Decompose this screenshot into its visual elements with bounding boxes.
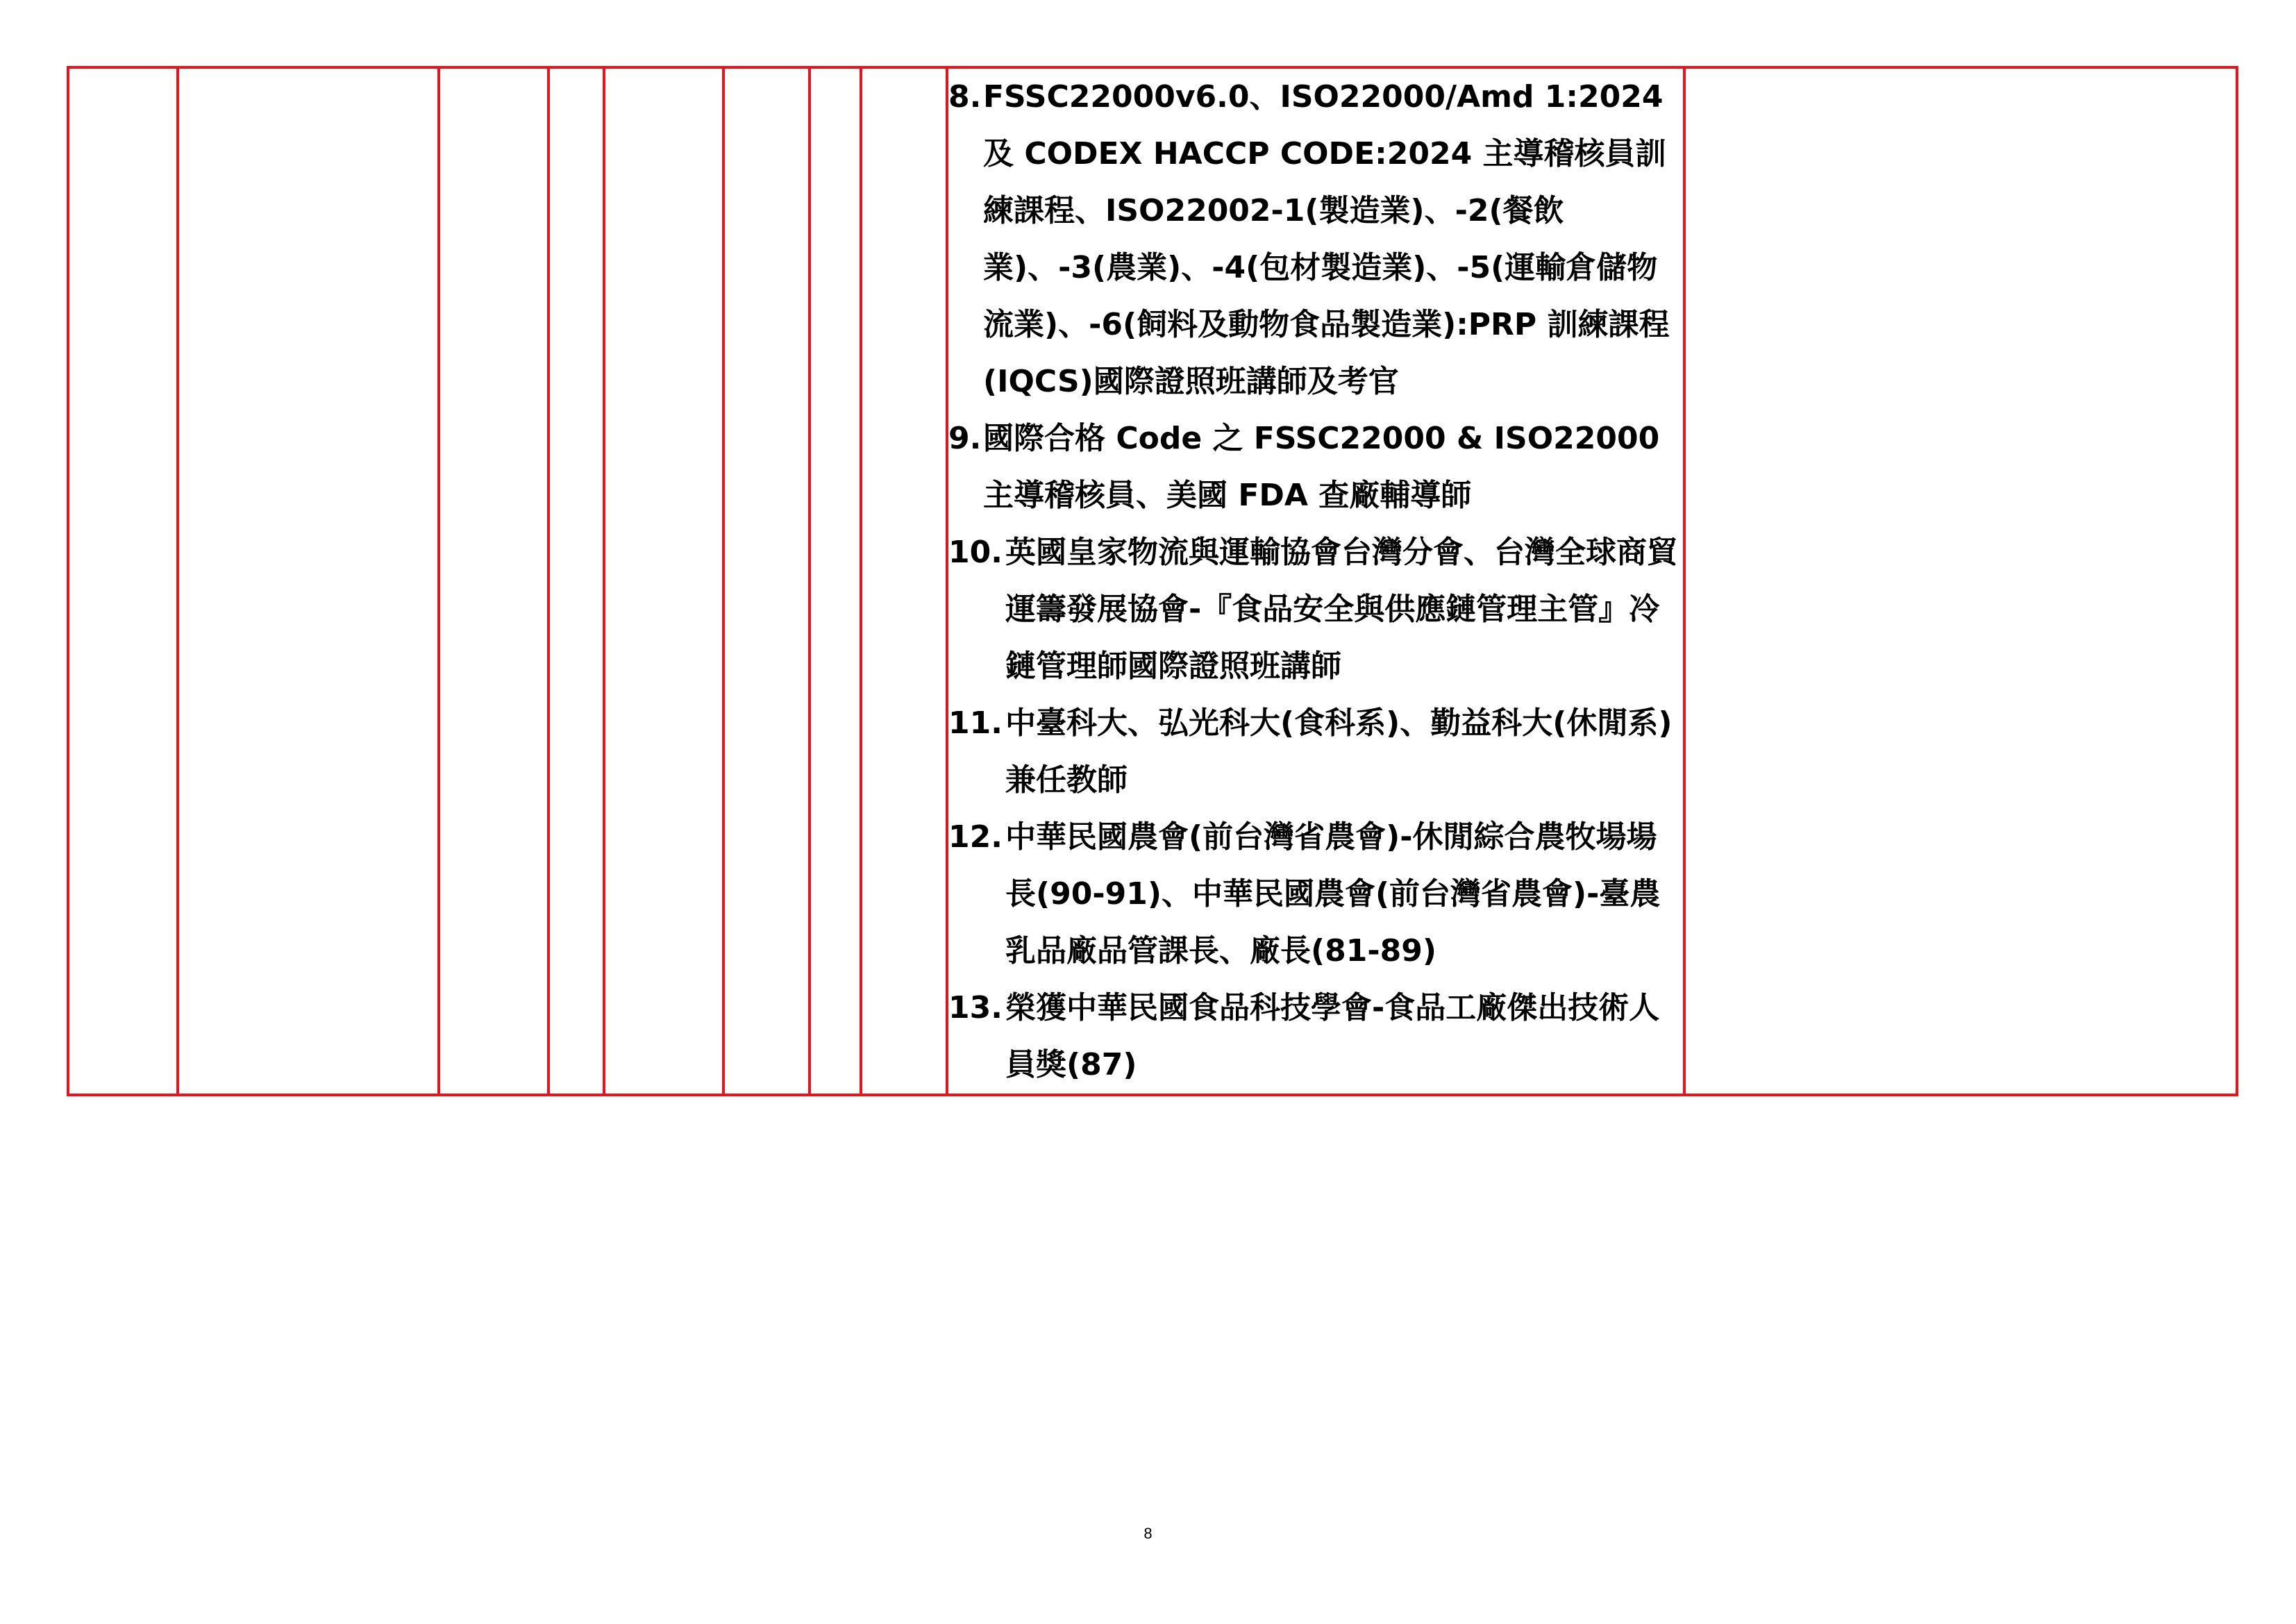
list-item (948, 809, 1683, 980)
item-text: 中臺科大、弘光科大(食科系)、勤益科大(休閒系)兼任教師 (1005, 705, 1673, 798)
item-number: 9. (948, 421, 982, 456)
empty-cell (178, 67, 439, 1095)
empty-cell (1684, 67, 2237, 1095)
item-text: 榮獲中華民國食品科技學會-食品工廠傑出技術人員獎(87) (1005, 990, 1660, 1082)
item-text: FSSC22000v6.0、ISO22000/Amd 1:2024 及 CODEX HACCP CODE:2024 主導稽核員訓練課程、ISO22002-1(製造業)、-2(餐飲業)、-3(農業)、-4(包材製造業)、-5(運輸倉儲物流業)、-6(飼料及動物食品製造業):PRP 訓練課程(IQCS)國際證照班講師及考官 (983, 79, 1670, 399)
resume-table (67, 66, 2238, 1096)
list-item (948, 524, 1683, 695)
empty-cell (548, 67, 604, 1095)
item-number: 13. (948, 990, 1003, 1026)
item-text: 國際合格 Code 之 FSSC22000 & ISO22000 主導稽核員、美國 FDA 查廠輔導師 (983, 421, 1660, 513)
empty-cell (861, 67, 947, 1095)
list-item (948, 69, 1683, 410)
item-number: 12. (948, 819, 1003, 855)
experience-list (948, 69, 1683, 1094)
table-row (68, 67, 2237, 1095)
list-item (948, 410, 1683, 524)
item-text: 中華民國農會(前台灣省農會)-休閒綜合農牧場場長(90-91)、中華民國農會(前台灣省農會)-臺農乳品廠品管課長、廠長(81-89) (1005, 819, 1661, 969)
experience-cell (947, 67, 1684, 1095)
item-number: 10. (948, 535, 1003, 570)
list-item (948, 980, 1683, 1094)
empty-cell (604, 67, 723, 1095)
item-number: 11. (948, 705, 1003, 741)
empty-cell (723, 67, 810, 1095)
list-item (948, 695, 1683, 809)
empty-cell (68, 67, 178, 1095)
page-number: 8 (1143, 1525, 1153, 1542)
empty-cell (439, 67, 548, 1095)
item-text: 英國皇家物流與運輸協會台灣分會、台灣全球商貿運籌發展協會-『食品安全與供應鏈管理主管』冷鏈管理師國際證照班講師 (1005, 535, 1677, 684)
empty-cell (810, 67, 861, 1095)
item-number: 8. (948, 79, 982, 115)
